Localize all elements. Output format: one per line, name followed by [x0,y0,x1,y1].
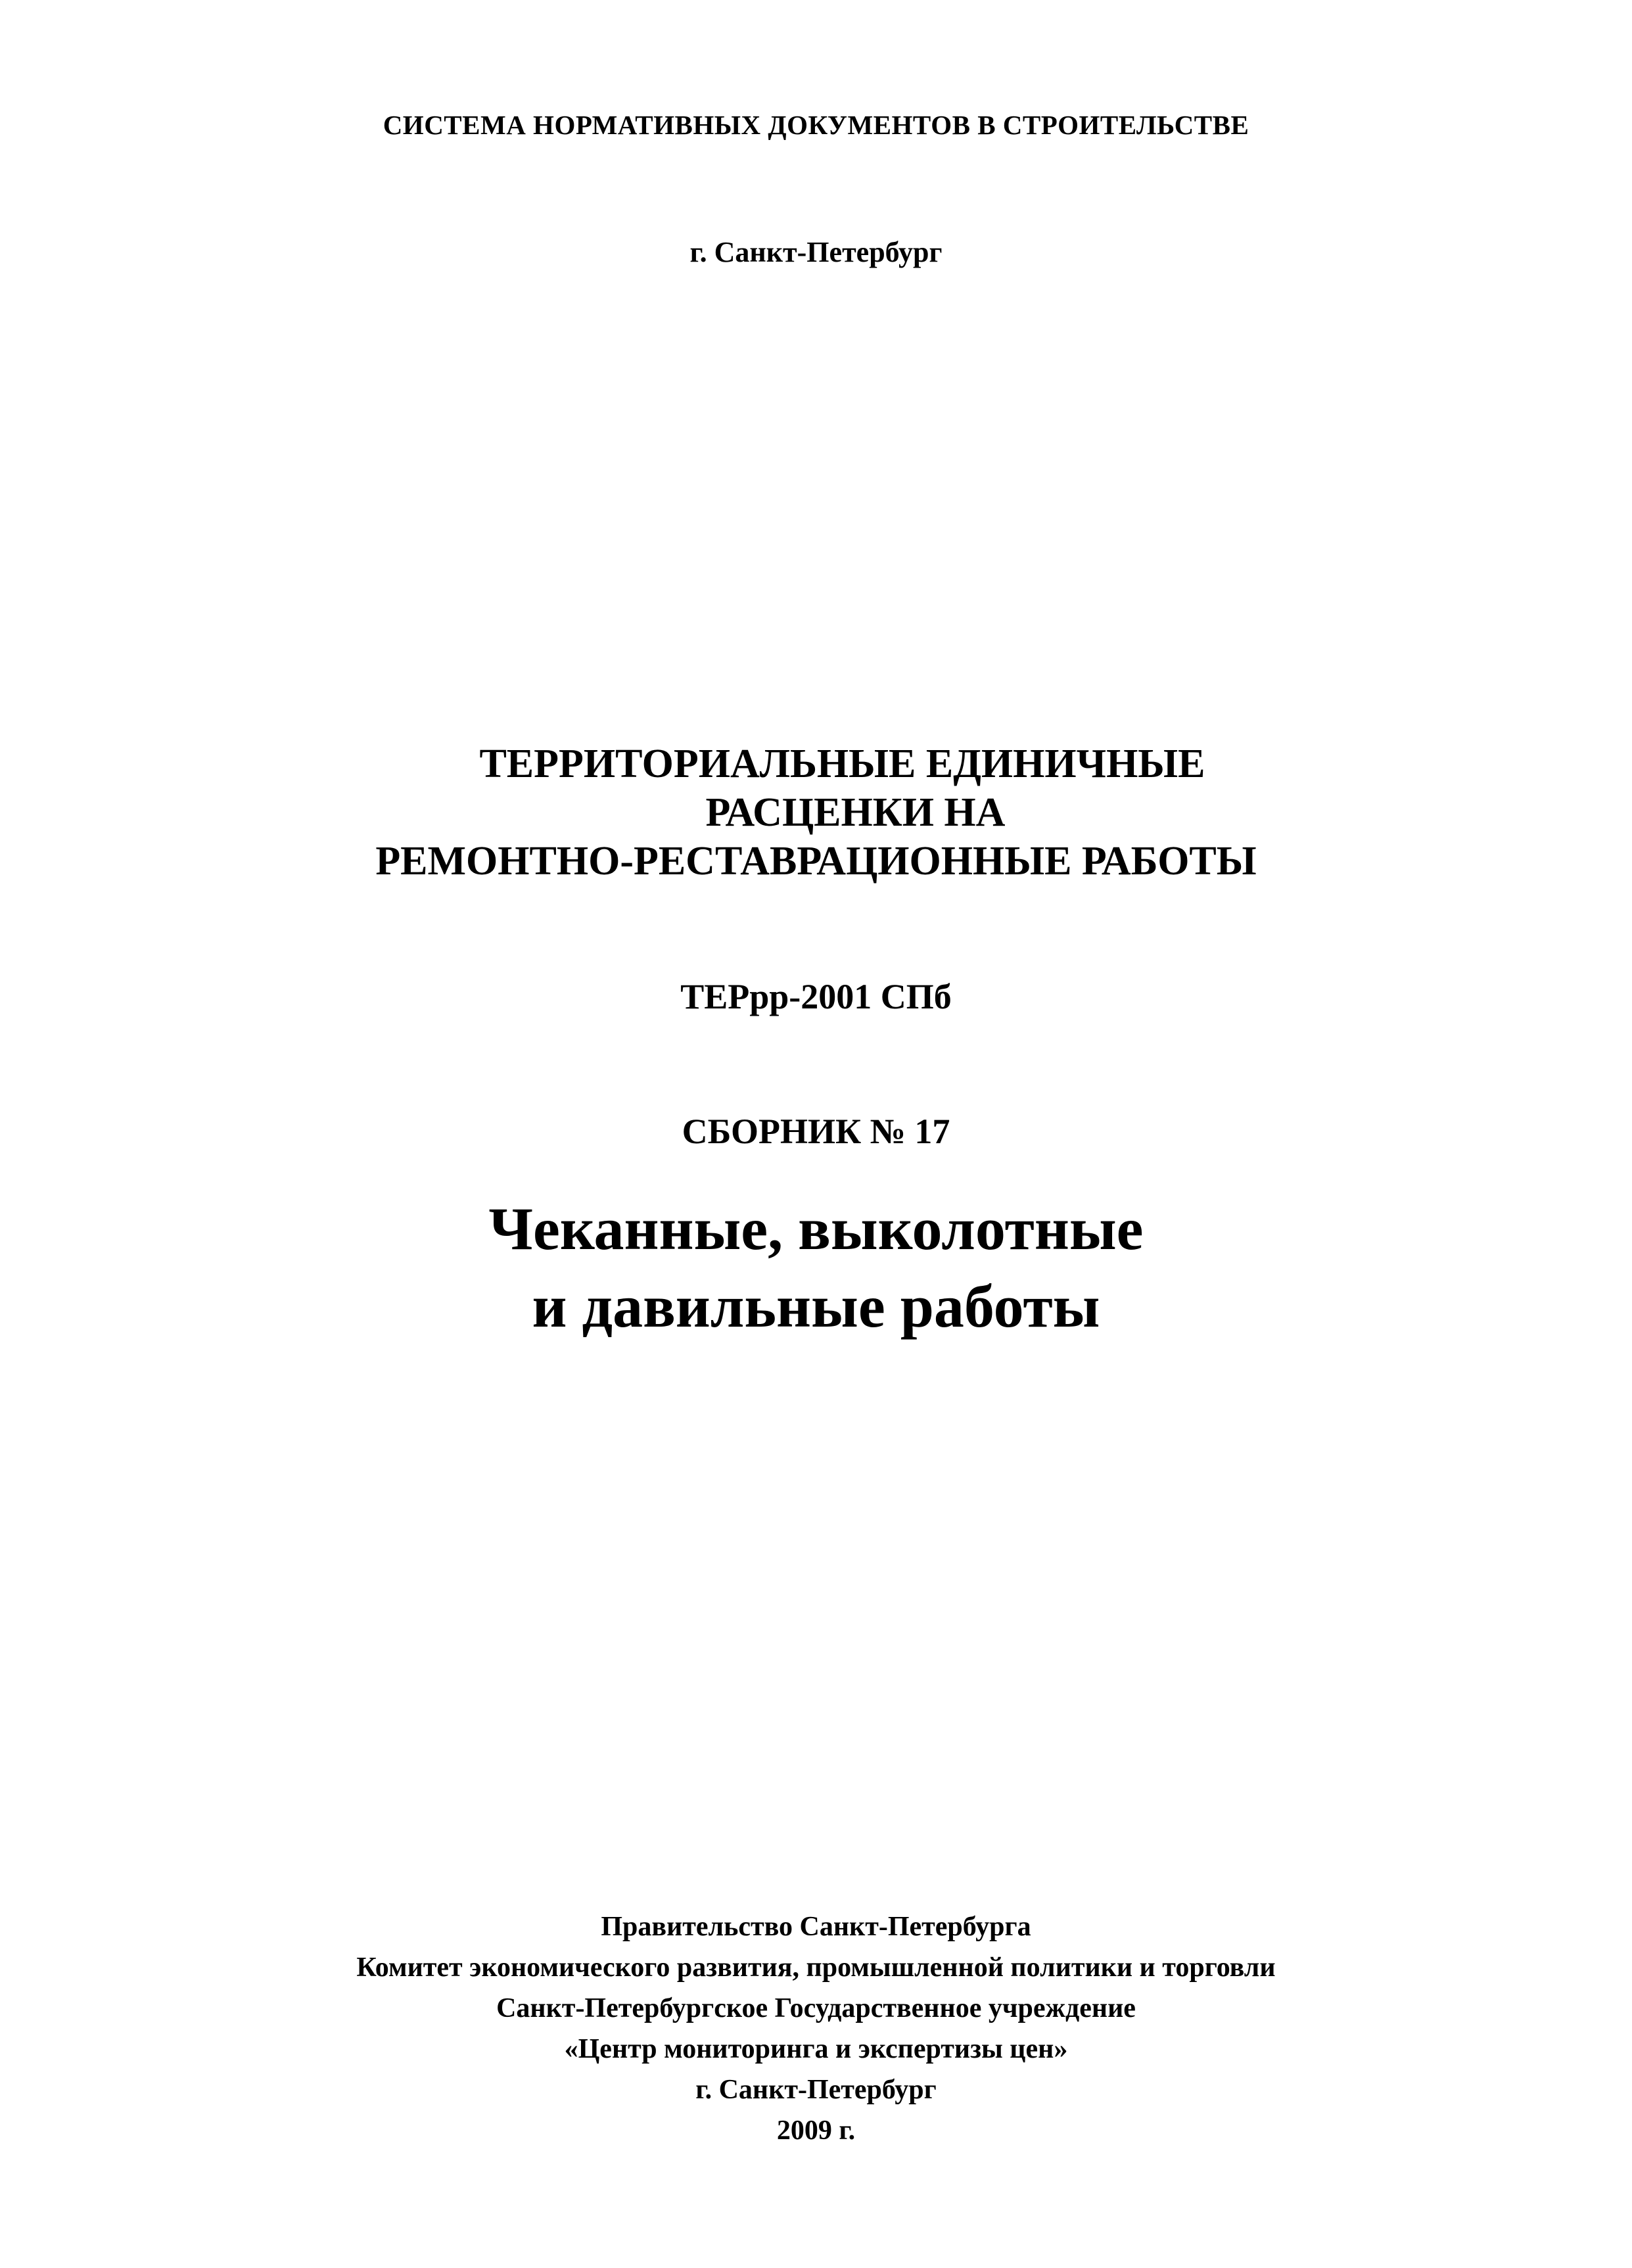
publisher-line: Санкт-Петербургское Государственное учреждение [496,1993,1136,2023]
city-header: г. Санкт-Петербург [689,236,943,268]
document-code: ТЕРрр-2001 СПб [680,977,952,1016]
publisher-line: Комитет экономического развития, промышленной политики и торговли [356,1952,1276,1983]
collection-subtitle [0,1190,1632,1345]
publisher-info [0,1906,1632,2151]
subtitle-line: и давильные работы [532,1273,1100,1340]
system-header: СИСТЕМА НОРМАТИВНЫХ ДОКУМЕНТОВ В СТРОИТЕЛЬСТВЕ [383,110,1249,140]
publisher-line: Правительство Санкт-Петербурга [601,1912,1031,1942]
title-line: ТЕРРИТОРИАЛЬНЫЕ ЕДИНИЧНЫЕ [479,742,1205,786]
publisher-line: г. Санкт-Петербург [695,2075,937,2105]
subtitle-line: Чеканные, выколотные [488,1195,1144,1262]
collection-number: СБОРНИК № 17 [682,1112,950,1151]
publication-year: 2009 г. [776,2115,856,2146]
publisher-line: «Центр мониторинга и экспертизы цен» [564,2034,1068,2064]
title-line: РЕМОНТНО-РЕСТАВРАЦИОННЫЕ РАБОТЫ [375,839,1257,884]
document-title [0,740,1632,886]
title-line: РАСЦЕНКИ НА [705,790,1006,835]
